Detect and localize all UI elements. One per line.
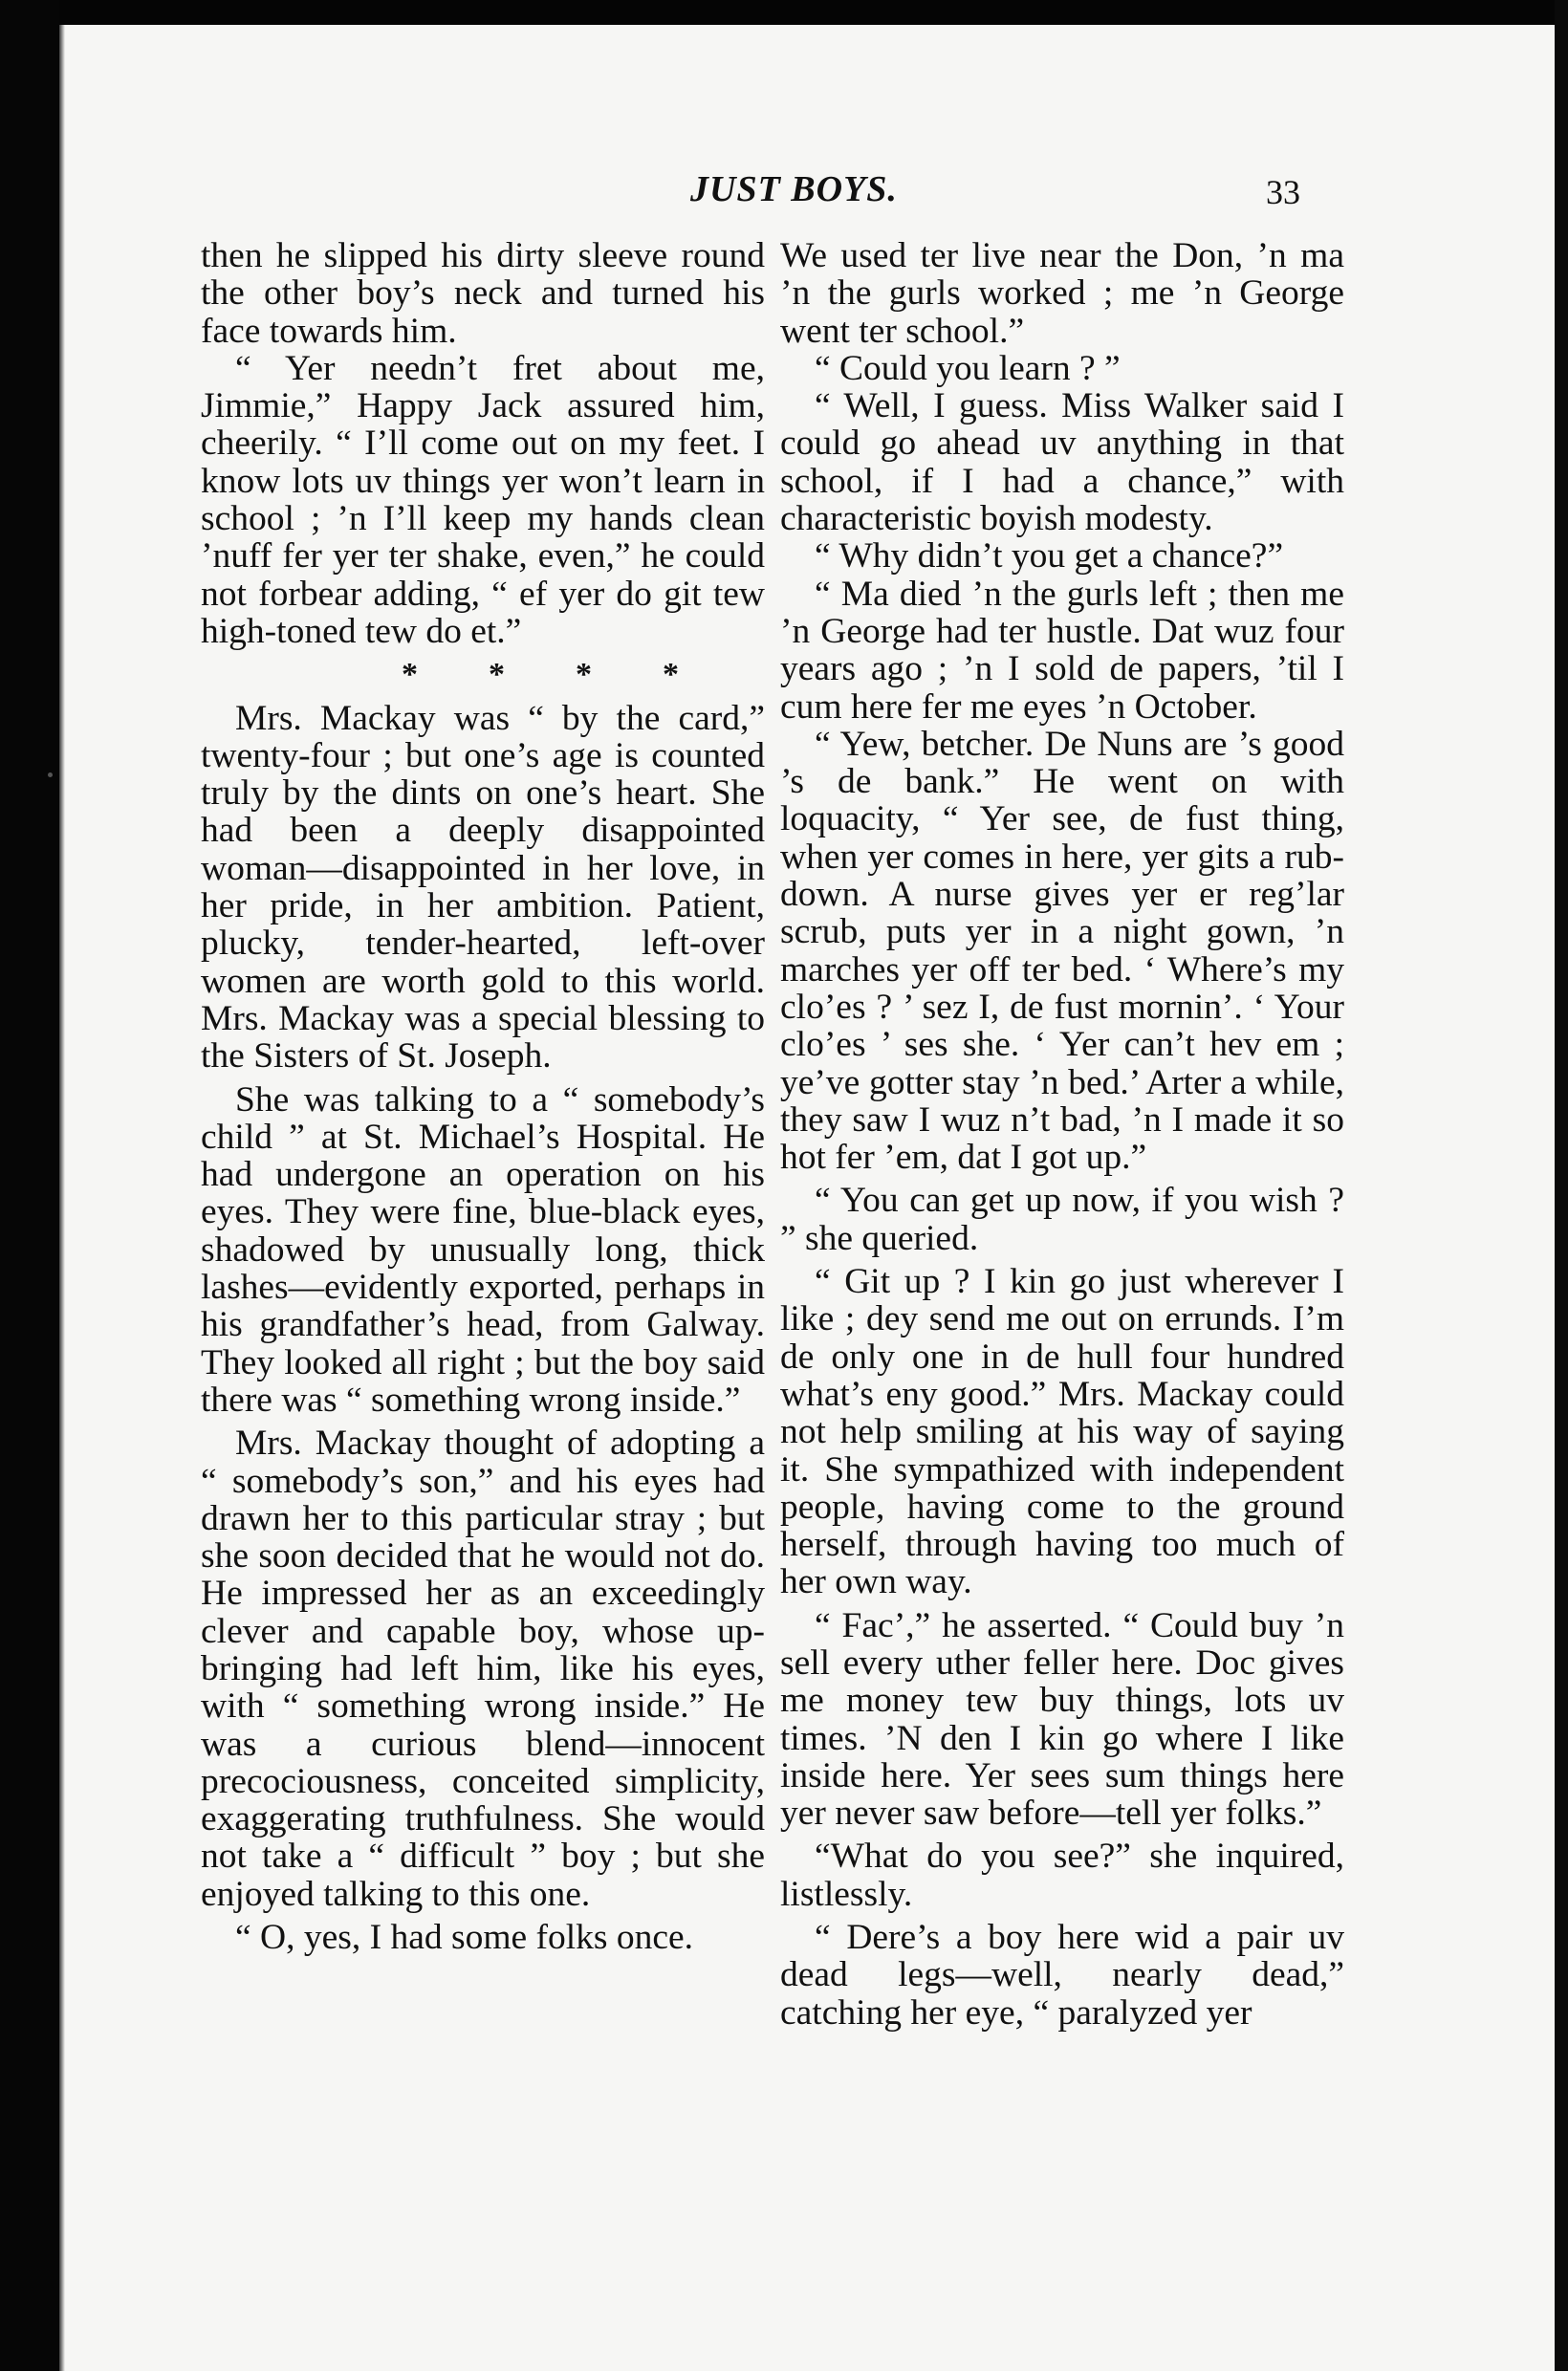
paragraph: “ Ma died ’n the gurls left ; then me ’n George had ter hustle. Dat wuz four years ago ; ’n I sold de papers, ’til I cum here fer me eyes ’n October. bbox=[780, 574, 1344, 727]
paragraph: “ Well, I guess. Miss Walker said I could go ahead uv anything in that school, if I had a chance,” with characteristic boyish modesty. bbox=[780, 386, 1344, 539]
scan-speck bbox=[48, 772, 53, 777]
running-title: JUST BOYS. bbox=[690, 169, 898, 209]
right-column bbox=[780, 237, 1344, 2032]
section-break bbox=[402, 656, 679, 693]
section-break-star: * bbox=[663, 657, 679, 693]
paragraph: Mrs. Mackay thought of adopting a “ somebody’s son,” and his eyes had drawn her to this particular stray ; but she soon decided that he would not do. He impressed her as an exceedingly clever and capable boy, whose up-bringing had left him, like his eyes, with “ something wrong inside.” He was a curious blend—innocent precociousness, conceited simplicity, exaggerating truthfulness. She would not take a “ difficult ” boy ; but she enjoyed talking to this one. bbox=[201, 1424, 765, 1914]
paragraph: “ Yer needn’t fret about me, Jimmie,” Happy Jack assured him, cheerily. “ I’ll come out on my feet. I know lots uv things yer won’t learn in school ; ’n I’ll keep my hands clean ’nuff fer yer ter shake, even,” he could not forbear adding, “ ef yer do git tew high-toned tew do et.” bbox=[201, 348, 765, 651]
paragraph: “ Git up ? I kin go just wherever I like ; dey send me out on errunds. I’m de only one in de hull four hundred what’s eny good.” Mrs. Mackay could not help smiling at his way of saying it. She sympathized with independent people, having come to the ground herself, through having too much of her own way. bbox=[780, 1262, 1344, 1602]
paragraph: “ Why didn’t you get a chance?” bbox=[815, 536, 1284, 576]
section-break-star: * bbox=[576, 657, 592, 693]
paragraph: “ Could you learn ? ” bbox=[815, 348, 1121, 388]
scan-border-top bbox=[0, 0, 1568, 25]
section-break-star: * bbox=[402, 657, 418, 693]
paragraph: Mrs. Mackay was “ by the card,” twenty-four ; but one’s age is counted truly by the dints on one’s heart. She had been a deeply disappointed woman—disappointed in her love, in her pride, in her ambition. Patient, plucky, tender-hearted, left-over women are worth gold to this world. Mrs. Mackay was a special blessing to the Sisters of St. Joseph. bbox=[201, 698, 765, 1077]
paragraph: We used ter live near the Don, ’n ma ’n the gurls worked ; me ’n George went ter school.” bbox=[780, 236, 1344, 351]
paragraph: “ O, yes, I had some folks once. bbox=[235, 1918, 694, 1958]
paragraph: “ Dere’s a boy here wid a pair uv dead legs—well, nearly dead,” catching her eye, “ paralyzed yer bbox=[780, 1918, 1344, 2033]
paragraph: then he slipped his dirty sleeve round the other boy’s neck and turned his face towards him. bbox=[201, 236, 765, 351]
page-number: 33 bbox=[1266, 173, 1300, 211]
scan-border-left bbox=[0, 0, 59, 2371]
page-edge-shadow bbox=[59, 25, 65, 2371]
book-page bbox=[59, 25, 1555, 2371]
paragraph: “What do you see?” she inquired, listlessly. bbox=[780, 1837, 1344, 1914]
paragraph: “ Fac’,” he asserted. “ Could buy ’n sell every uther feller here. Doc gives me money tew buy things, lots uv times. ’N den I kin go where I like inside here. Yer sees sum things here yer never saw before—tell yer folks.” bbox=[780, 1605, 1344, 1834]
section-break-star: * bbox=[489, 657, 505, 693]
scan-border-right bbox=[1555, 0, 1568, 2371]
paragraph: “ Yew, betcher. De Nuns are ’s good ’s de bank.” He went on with loquacity, “ Yer see, de fust thing, when yer comes in here, yer gits a rub-down. A nurse gives yer er reg’lar scrub, puts yer in a night gown, ’n marches yer off ter bed. ‘ Where’s my clo’es ? ’ sez I, de fust mornin’. ‘ Your clo’es ’ ses she. ‘ Yer can’t hev em ; ye’ve gotter stay ’n bed.’ Arter a while, they saw I wuz n’t bad, ’n I made it so hot fer ’em, dat I got up.” bbox=[780, 724, 1344, 1178]
left-column bbox=[201, 237, 765, 1956]
page-header bbox=[59, 168, 1555, 226]
paragraph: She was talking to a “ somebody’s child ” at St. Michael’s Hospital. He had undergone an operation on his eyes. They were fine, blue-black eyes, shadowed by unusually long, thick lashes—evidently exported, perhaps in his grandfather’s head, from Galway. They looked all right ; but the boy said there was “ something wrong inside.” bbox=[201, 1079, 765, 1420]
paragraph: “ You can get up now, if you wish ? ” she queried. bbox=[780, 1181, 1344, 1258]
